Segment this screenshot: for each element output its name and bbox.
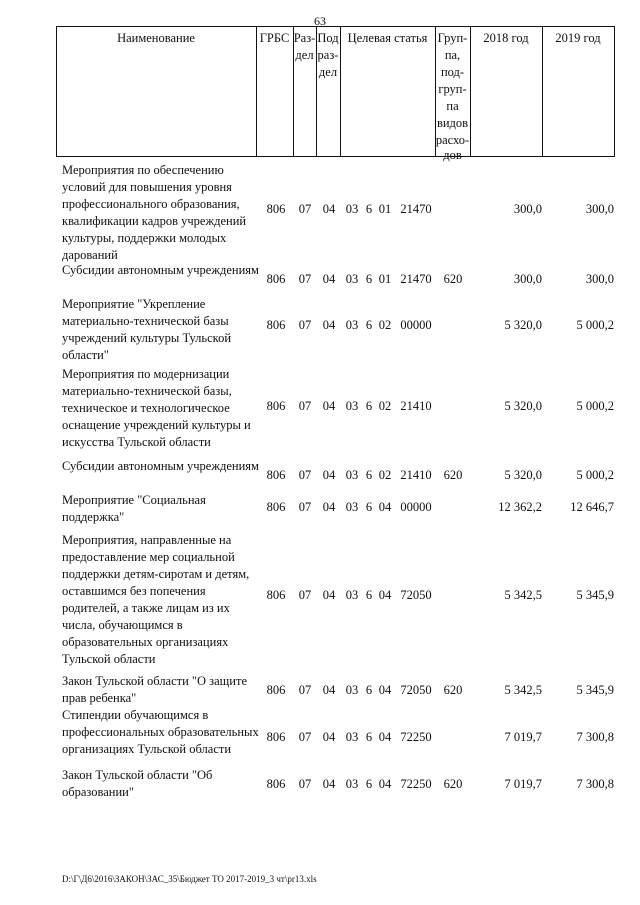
table-row — [0, 707, 640, 767]
cell-cs1: 03 — [345, 683, 359, 697]
row-name: Мероприятия по обеспечению условий для повышения уровня профессионального образования, квалификации кадров учреждений культуры, поддержки молодых дарований — [62, 163, 247, 262]
cell-razdel: 07 — [298, 588, 312, 602]
cell-y2019: 300,0 — [585, 202, 614, 216]
header-podrazdel: Под раз- дел — [317, 31, 339, 79]
cell-cs2: 6 — [365, 730, 373, 744]
cell-y2019: 5 345,9 — [576, 683, 614, 697]
cell-cs3: 04 — [378, 730, 392, 744]
cell-cs1: 03 — [345, 500, 359, 514]
cell-y2018: 300,0 — [513, 272, 542, 286]
cell-podrazdel: 04 — [322, 468, 336, 482]
cell-cs1: 03 — [345, 202, 359, 216]
row-name: Закон Тульской области "О защите прав ребенка" — [62, 674, 247, 705]
cell-cs2: 6 — [365, 318, 373, 332]
cell-cs2: 6 — [365, 500, 373, 514]
header-tselevaya: Целевая статья — [347, 31, 428, 45]
cell-vr: 620 — [443, 272, 463, 286]
row-name: Мероприятие "Укрепление материально-технической базы учреждений культуры Тульской области" — [62, 297, 232, 362]
cell-y2019: 5 000,2 — [576, 399, 614, 413]
cell-vr: 620 — [443, 468, 463, 482]
cell-podrazdel: 04 — [322, 500, 336, 514]
cell-cs4: 72050 — [400, 588, 432, 602]
cell-podrazdel: 04 — [322, 318, 336, 332]
cell-cs4: 21410 — [400, 468, 432, 482]
cell-cs3: 02 — [378, 468, 392, 482]
cell-podrazdel: 04 — [322, 777, 336, 791]
cell-podrazdel: 04 — [322, 588, 336, 602]
row-name: Мероприятия, направленные на предоставление мер социальной поддержки детям-сиротам и детям, оставшимся без попечения родителей, а также лицам из их числа, обучающимся в образовательных организациях Тульской области — [62, 533, 250, 666]
cell-cs3: 02 — [378, 318, 392, 332]
cell-cs2: 6 — [365, 468, 373, 482]
cell-y2018: 5 320,0 — [504, 468, 542, 482]
header-gruppa: Груп- па, под- груп- па видов расхо- дов — [435, 31, 470, 162]
cell-razdel: 07 — [298, 272, 312, 286]
cell-y2019: 12 646,7 — [570, 500, 614, 514]
header-name: Наименование — [117, 31, 195, 45]
cell-y2018: 12 362,2 — [498, 500, 542, 514]
table-row — [0, 162, 640, 262]
table-row — [0, 532, 640, 666]
table-row — [0, 366, 640, 449]
cell-cs3: 04 — [378, 777, 392, 791]
cell-cs1: 03 — [345, 777, 359, 791]
cell-y2019: 300,0 — [585, 272, 614, 286]
row-name: Мероприятие "Социальная поддержка" — [62, 493, 206, 524]
cell-y2019: 7 300,8 — [576, 777, 614, 791]
cell-grbs: 806 — [266, 588, 286, 602]
cell-cs2: 6 — [365, 202, 373, 216]
divider — [614, 26, 615, 157]
cell-razdel: 07 — [298, 730, 312, 744]
cell-cs2: 6 — [365, 272, 373, 286]
cell-cs1: 03 — [345, 588, 359, 602]
cell-razdel: 07 — [298, 399, 312, 413]
header-grbs: ГРБС — [259, 31, 290, 45]
cell-y2019: 5 345,9 — [576, 588, 614, 602]
row-name: Стипендии обучающимся в профессиональных образовательных организациях Тульской области — [62, 708, 259, 756]
cell-cs3: 01 — [378, 202, 392, 216]
cell-cs2: 6 — [365, 777, 373, 791]
table-row — [0, 492, 640, 522]
cell-cs2: 6 — [365, 588, 373, 602]
cell-cs4: 21470 — [400, 272, 432, 286]
row-name: Закон Тульской области "Об образовании" — [62, 768, 213, 799]
table-row — [0, 673, 640, 707]
cell-razdel: 07 — [298, 777, 312, 791]
cell-cs1: 03 — [345, 399, 359, 413]
cell-y2018: 5 342,5 — [504, 588, 542, 602]
cell-cs1: 03 — [345, 730, 359, 744]
cell-y2018: 7 019,7 — [504, 777, 542, 791]
cell-cs3: 04 — [378, 500, 392, 514]
cell-podrazdel: 04 — [322, 399, 336, 413]
cell-cs4: 21410 — [400, 399, 432, 413]
cell-y2019: 5 000,2 — [576, 318, 614, 332]
cell-grbs: 806 — [266, 468, 286, 482]
cell-cs3: 01 — [378, 272, 392, 286]
cell-y2018: 300,0 — [513, 202, 542, 216]
cell-razdel: 07 — [298, 683, 312, 697]
cell-cs4: 00000 — [400, 500, 432, 514]
header-2019: 2019 год — [555, 31, 601, 45]
cell-y2018: 5 320,0 — [504, 318, 542, 332]
cell-podrazdel: 04 — [322, 202, 336, 216]
cell-grbs: 806 — [266, 318, 286, 332]
cell-cs3: 04 — [378, 588, 392, 602]
cell-podrazdel: 04 — [322, 272, 336, 286]
cell-y2018: 5 320,0 — [504, 399, 542, 413]
cell-razdel: 07 — [298, 468, 312, 482]
header-2018: 2018 год — [483, 31, 529, 45]
footer-path: D:\Г\Д6\2016\ЗАКОН\ЗАС_35\Бюджет ТО 2017-2019_3 чт\pr13.xls — [62, 874, 317, 884]
cell-razdel: 07 — [298, 202, 312, 216]
cell-podrazdel: 04 — [322, 730, 336, 744]
cell-grbs: 806 — [266, 730, 286, 744]
cell-cs1: 03 — [345, 468, 359, 482]
cell-razdel: 07 — [298, 500, 312, 514]
table-row — [0, 262, 640, 296]
row-name: Мероприятия по модернизации материально-технической базы, техническое и технологическое оснащение учреждений культуры и искусства Тульской области — [62, 367, 251, 449]
cell-cs1: 03 — [345, 272, 359, 286]
cell-grbs: 806 — [266, 500, 286, 514]
cell-grbs: 806 — [266, 683, 286, 697]
cell-grbs: 806 — [266, 777, 286, 791]
cell-podrazdel: 04 — [322, 683, 336, 697]
cell-cs4: 72250 — [400, 777, 432, 791]
row-name: Субсидии автономным учреждениям — [62, 263, 259, 277]
cell-cs2: 6 — [365, 683, 373, 697]
cell-cs3: 04 — [378, 683, 392, 697]
row-name: Субсидии автономным учреждениям — [62, 459, 259, 473]
cell-grbs: 806 — [266, 202, 286, 216]
cell-y2018: 7 019,7 — [504, 730, 542, 744]
page-number: 63 — [314, 14, 326, 28]
header-razdel: Раз- дел — [293, 31, 316, 62]
table-row — [0, 458, 640, 492]
cell-grbs: 806 — [266, 272, 286, 286]
cell-vr: 620 — [443, 777, 463, 791]
cell-y2019: 7 300,8 — [576, 730, 614, 744]
cell-grbs: 806 — [266, 399, 286, 413]
cell-cs2: 6 — [365, 399, 373, 413]
table-row — [0, 767, 640, 801]
cell-cs4: 72050 — [400, 683, 432, 697]
cell-cs4: 00000 — [400, 318, 432, 332]
cell-cs3: 02 — [378, 399, 392, 413]
cell-cs1: 03 — [345, 318, 359, 332]
cell-cs4: 21470 — [400, 202, 432, 216]
cell-cs4: 72250 — [400, 730, 432, 744]
table-row — [0, 296, 640, 362]
cell-razdel: 07 — [298, 318, 312, 332]
cell-y2019: 5 000,2 — [576, 468, 614, 482]
cell-vr: 620 — [443, 683, 463, 697]
cell-y2018: 5 342,5 — [504, 683, 542, 697]
